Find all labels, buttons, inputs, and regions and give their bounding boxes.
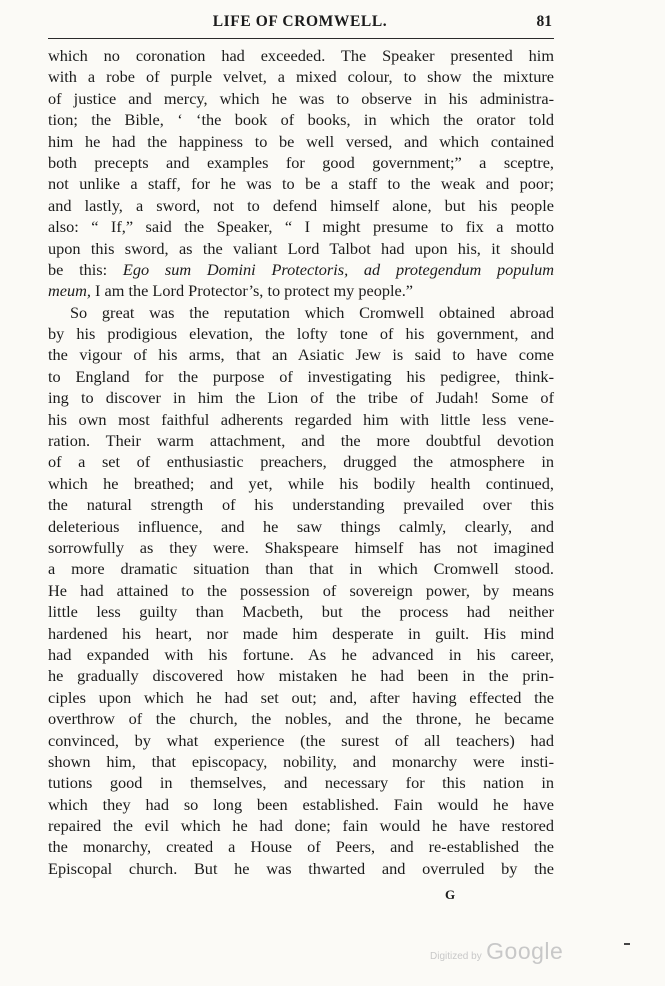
text-line: the vigour of his arms, that an Asiatic Jew is said to have come	[48, 345, 554, 365]
text-line: overthrow of the church, the nobles, and the throne, he became	[48, 709, 554, 729]
page-header	[48, 13, 552, 35]
text-line: his own most faithful adherents regarded him with little less vene-	[48, 409, 554, 429]
body-text	[48, 45, 554, 879]
text-line: and lastly, a sword, not to defend himself alone, but his people	[48, 195, 554, 215]
text-line: the monarchy, created a House of Peers, and re-established the	[48, 837, 554, 857]
running-title: LIFE OF CROMWELL.	[212, 13, 388, 30]
text-line: him he had the happiness to be well versed, and which contained	[48, 131, 554, 151]
text-line: convinced, by what experience (the surest of all teachers) had	[48, 730, 554, 750]
header-rule	[48, 38, 554, 39]
paragraph-start: So great was the reputation which Cromwell obtained abroad	[70, 302, 554, 322]
latin-motto: Ego sum Domini Protectoris, ad protegendum populum	[122, 259, 554, 279]
text-line: to England for the purpose of investigating his pedigree, think-	[48, 366, 554, 386]
text-line: by his prodigious elevation, the lofty tone of his government, and	[48, 324, 554, 344]
scan-mark	[624, 943, 630, 945]
text-line: repaired the evil which he had done; fain would he have restored	[48, 816, 554, 836]
watermark-logo: Google	[486, 938, 564, 964]
text-line: ciples upon which he had set out; and, after having effected the	[48, 687, 554, 707]
text-line: deleterious influence, and he saw things calmly, clearly, and	[48, 516, 554, 536]
text-line: ration. Their warm attachment, and the more doubtful devotion	[48, 431, 554, 451]
text-line: both precepts and examples for good government;” a sceptre,	[48, 152, 554, 172]
text-line: he gradually discovered how mistaken he had been in the prin-	[48, 666, 554, 686]
text-line: ing to discover in him the Lion of the tribe of Judah! Some of	[48, 388, 554, 408]
text-line: the natural strength of his understanding prevailed over this	[48, 495, 554, 515]
text-line: had expanded with his fortune. As he advanced in his career,	[48, 644, 554, 664]
text-line: which they had so long been established. Fain would he have	[48, 794, 554, 814]
text-line: of a set of enthusiastic preachers, drugged the atmosphere in	[48, 452, 554, 472]
text-line: Episcopal church. But he was thwarted and overruled by the	[48, 858, 554, 878]
text-line: which he breathed; and yet, while his bodily health continued,	[48, 473, 554, 493]
watermark-prefix: Digitized by	[430, 951, 482, 962]
text-line: with a robe of purple velvet, a mixed colour, to show the mixture	[48, 67, 554, 87]
latin-motto-end: meum,	[48, 281, 91, 301]
text-line: tion; the Bible, ‘ ‘the book of books, in which the orator told	[48, 110, 554, 130]
text-line: upon this sword, as the valiant Lord Talbot had upon his, it should	[48, 238, 554, 258]
text-line: little less guilty than Macbeth, but the process had neither	[48, 602, 554, 622]
signature-mark: G	[445, 887, 456, 902]
text-line: meum, I am the Lord Protector’s, to protect my people.”	[48, 281, 414, 301]
text-line: not unlike a staff, for he was to be a staff to the weak and poor;	[48, 174, 554, 194]
page-number: 81	[536, 13, 552, 30]
text-line: He had attained to the possession of sovereign power, by means	[48, 580, 554, 600]
text-line: also: “ If,” said the Speaker, “ I might presume to fix a motto	[48, 217, 554, 237]
text-line: shown him, that episcopacy, nobility, and monarchy were insti-	[48, 751, 554, 771]
text-line: tutions good in themselves, and necessary for this nation in	[48, 773, 554, 793]
text-line: be this: Ego sum Domini Protectoris, ad protegendum populum	[48, 259, 554, 279]
text-line: sorrowfully as they were. Shakspeare himself has not imagined	[48, 537, 554, 557]
text-line: which no coronation had exceeded. The Speaker presented him	[48, 46, 554, 65]
digitized-watermark	[430, 938, 563, 965]
text-line: of justice and mercy, which he was to observe in his administra-	[48, 88, 554, 108]
text-line: a more dramatic situation than that in which Cromwell stood.	[48, 559, 554, 579]
text-line: hardened his heart, nor made him desperate in guilt. His mind	[48, 623, 554, 643]
